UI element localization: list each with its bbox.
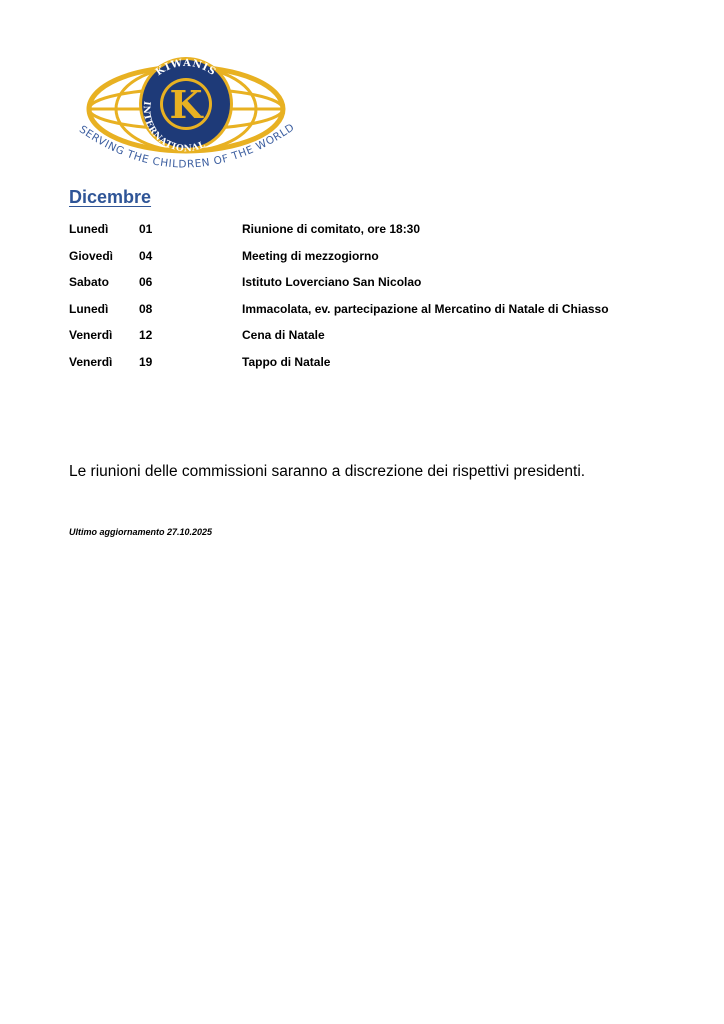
month-title: Dicembre — [69, 187, 152, 207]
commission-note: Le riunioni delle commissioni saranno a discrezione dei rispettivi presidenti. — [69, 463, 586, 480]
event-date: 12 — [139, 328, 153, 343]
event-day: Lunedì — [69, 301, 109, 316]
event-description: Meeting di mezzogiorno — [242, 248, 379, 263]
logo-ring-text: INTERNATIONAL — [140, 100, 208, 155]
event-row — [69, 249, 689, 276]
event-day: Lunedì — [69, 222, 109, 236]
event-day: Giovedì — [69, 248, 114, 263]
event-date: 19 — [139, 354, 153, 369]
event-row — [69, 302, 689, 329]
event-list — [69, 222, 689, 382]
event-row — [69, 222, 689, 249]
event-row — [69, 275, 689, 302]
event-day: Sabato — [69, 275, 110, 290]
event-description: Immacolata, ev. partecipazione al Mercatino di Natale di Chiasso — [242, 301, 609, 316]
kiwanis-logo — [66, 54, 306, 178]
event-description: Riunione di comitato, ore 18:30 — [242, 222, 421, 236]
event-description: Istituto Loverciano San Nicolao — [242, 275, 422, 290]
event-row — [69, 328, 689, 355]
event-date: 08 — [139, 301, 153, 316]
last-updated: Ultimo aggiornamento 27.10.2025 — [69, 527, 213, 537]
event-description: Cena di Natale — [242, 328, 325, 343]
event-day: Venerdì — [69, 354, 113, 369]
event-date: 01 — [139, 222, 153, 236]
event-row — [69, 355, 689, 382]
logo-top-text: KIWANIS — [153, 57, 219, 79]
event-description: Tappo di Natale — [242, 354, 331, 369]
event-date: 06 — [139, 275, 153, 290]
event-day: Venerdì — [69, 328, 113, 343]
event-date: 04 — [139, 248, 153, 263]
logo-tagline: SERVING THE CHILDREN OF THE WORLD — [76, 121, 297, 171]
logo-letter: K — [169, 82, 203, 127]
